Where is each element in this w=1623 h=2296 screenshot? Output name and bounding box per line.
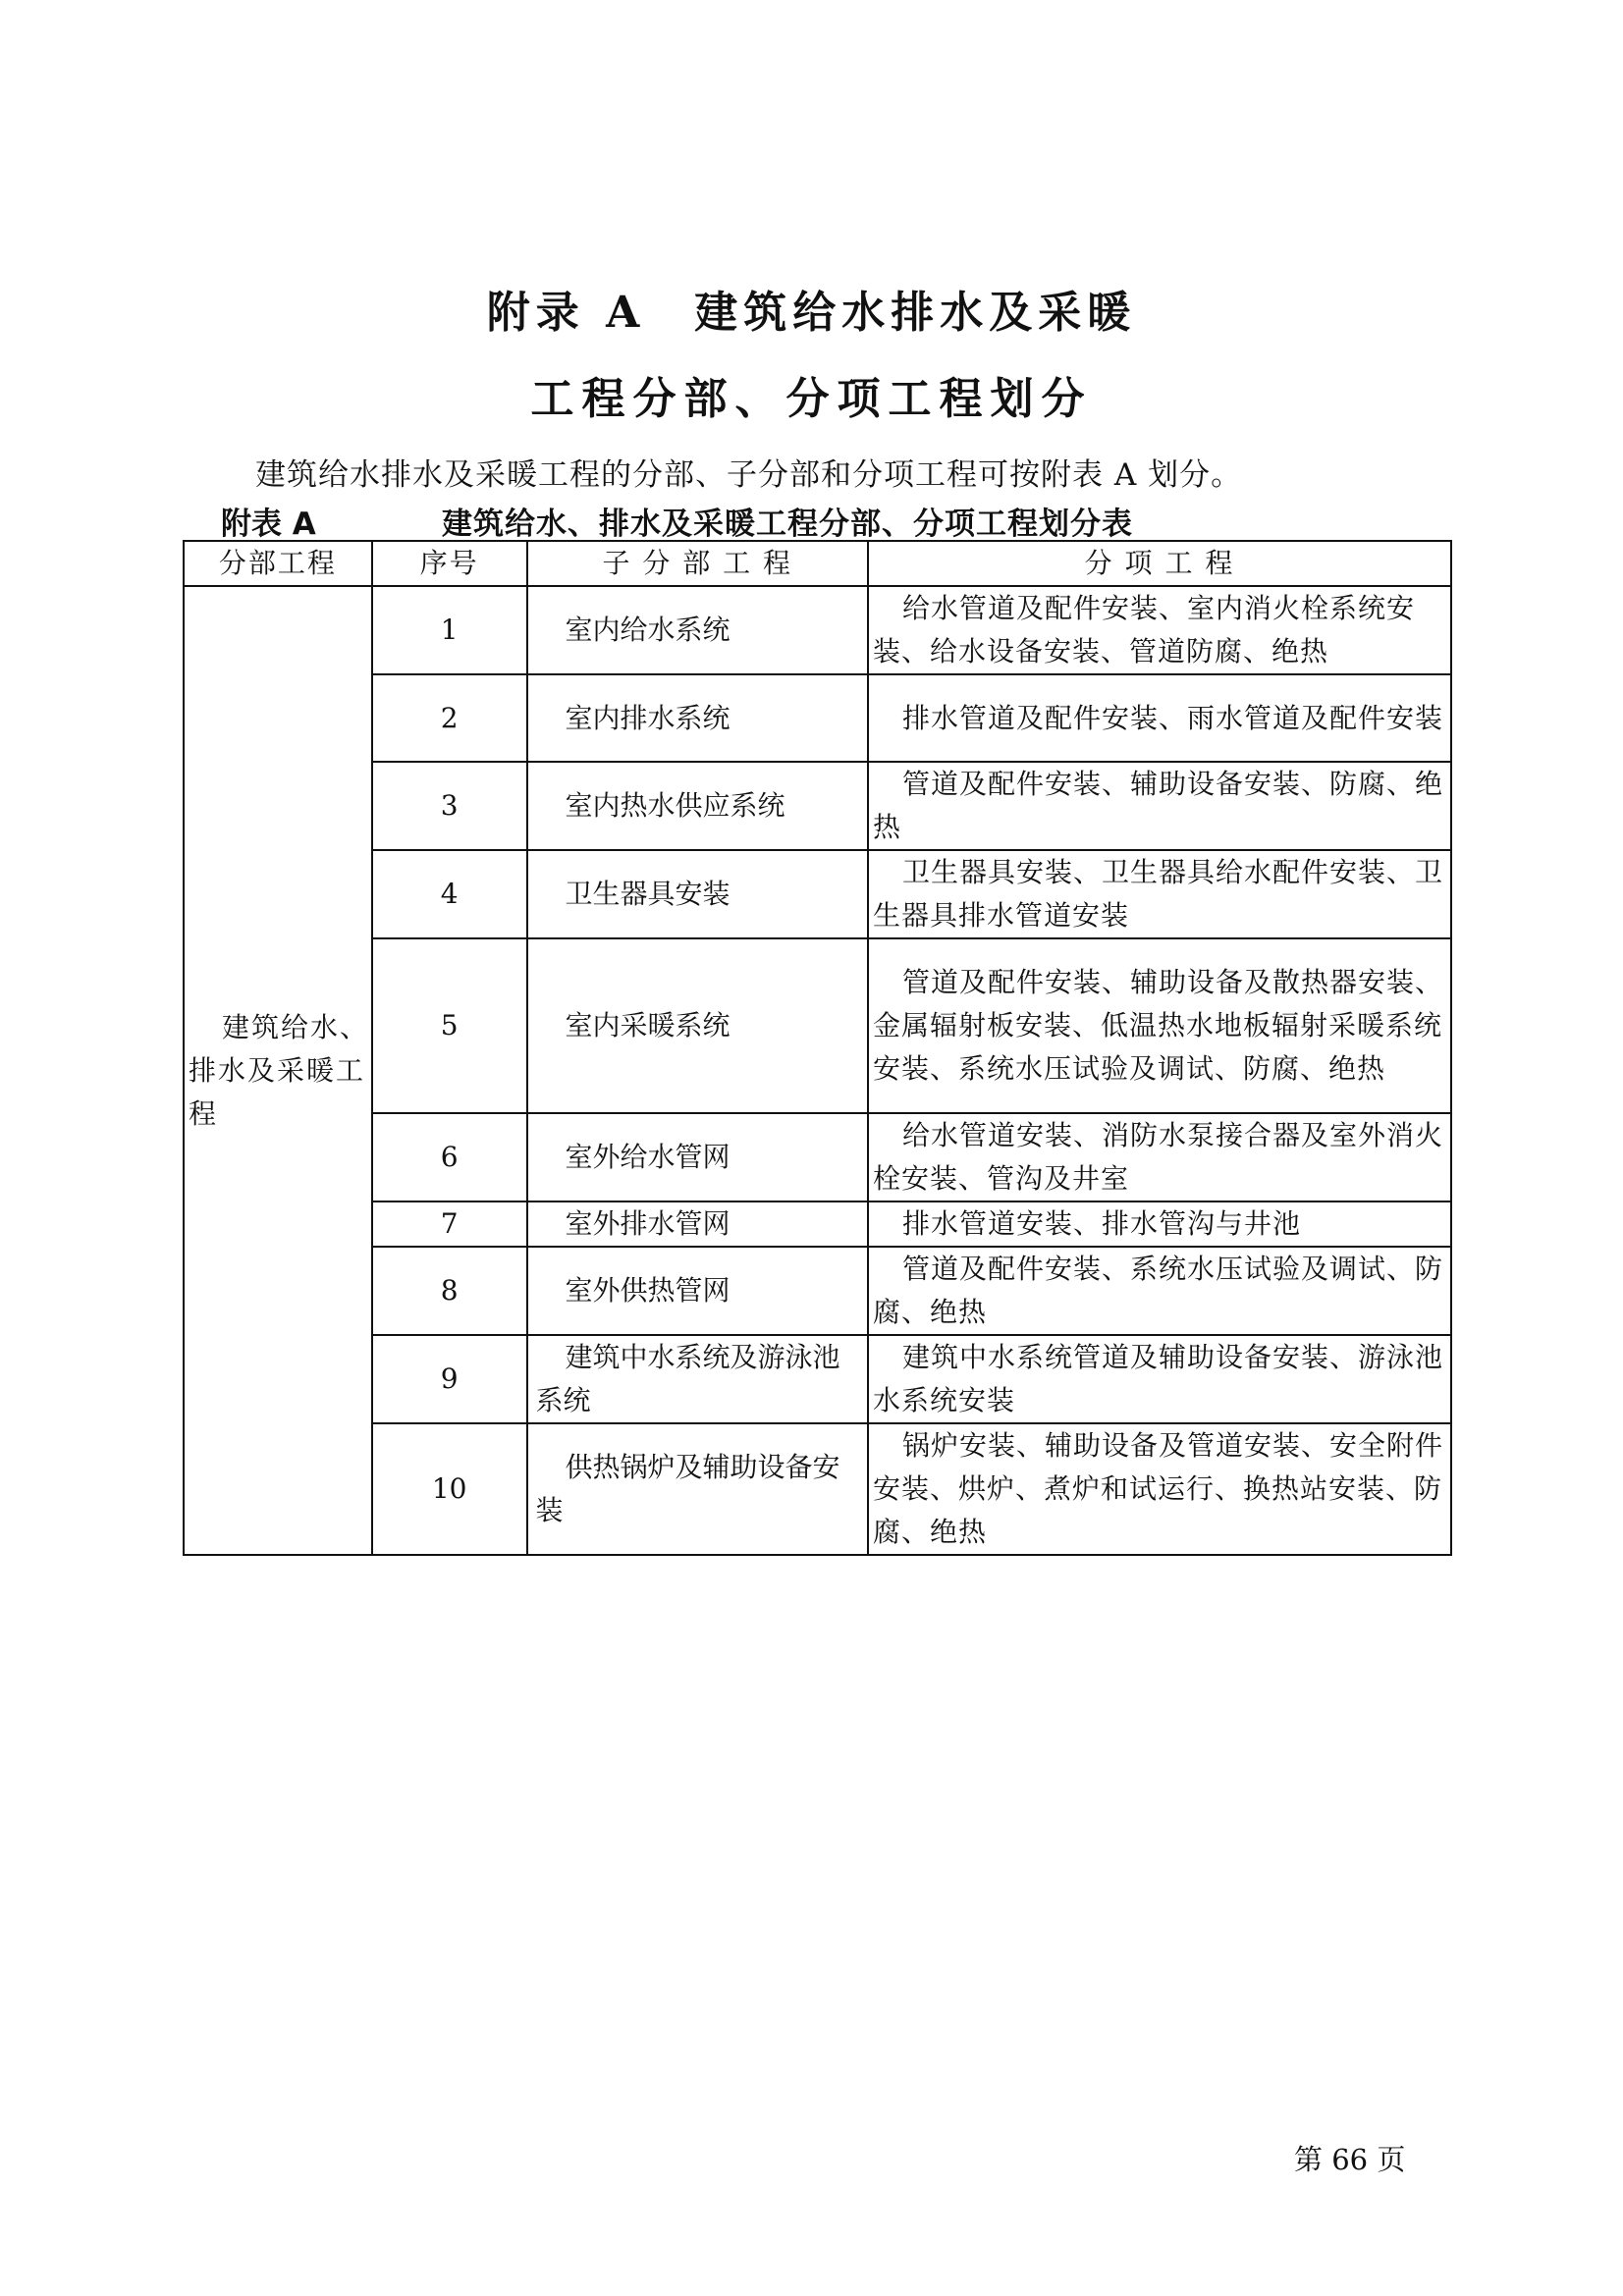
appendix-subtitle: 工程分部、分项工程划分 [530, 374, 1093, 424]
items-cell: 管道及配件安装、系统水压试验及调试、防腐、绝热 [868, 1247, 1451, 1335]
division-name-cell: 建筑给水、排水及采暖工程 [184, 586, 372, 1555]
row-number: 7 [372, 1201, 527, 1247]
table-header-row [184, 541, 1451, 586]
items-cell: 给水管道及配件安装、室内消火栓系统安装、给水设备安装、管道防腐、绝热 [868, 586, 1451, 674]
table-caption-number: 附表 A [221, 507, 316, 542]
subdivision-cell: 室外排水管网 [527, 1201, 868, 1247]
items-cell: 锅炉安装、辅助设备及管道安装、安全附件安装、烘炉、煮炉和试运行、换热站安装、防腐、绝热 [868, 1423, 1451, 1555]
row-number: 1 [372, 586, 527, 674]
intro-paragraph: 建筑给水排水及采暖工程的分部、子分部和分项工程可按附表 A 划分。 [255, 457, 1243, 493]
row-number: 4 [372, 850, 527, 938]
row-number: 6 [372, 1113, 527, 1201]
table-row [184, 938, 1451, 1113]
table-row [184, 762, 1451, 850]
items-cell: 建筑中水系统管道及辅助设备安装、游泳池水系统安装 [868, 1335, 1451, 1423]
subdivision-cell: 室外供热管网 [527, 1247, 868, 1335]
page-number: 第 66 页 [1294, 2143, 1406, 2176]
table-row [184, 1247, 1451, 1335]
table-row [184, 850, 1451, 938]
items-cell: 卫生器具安装、卫生器具给水配件安装、卫生器具排水管道安装 [868, 850, 1451, 938]
row-number: 2 [372, 674, 527, 762]
row-number: 3 [372, 762, 527, 850]
appendix-title: 附录 A 建筑给水排水及采暖 [486, 288, 1137, 338]
header-division: 分部工程 [184, 541, 372, 586]
table-row [184, 1423, 1451, 1555]
items-cell: 给水管道安装、消防水泵接合器及室外消火栓安装、管沟及井室 [868, 1113, 1451, 1201]
table-row [184, 1335, 1451, 1423]
items-cell: 管道及配件安装、辅助设备及散热器安装、金属辐射板安装、低温热水地板辐射采暖系统安装、系统水压试验及调试、防腐、绝热 [868, 938, 1451, 1113]
subdivision-cell: 建筑中水系统及游泳池系统 [527, 1335, 868, 1423]
table-row [184, 1201, 1451, 1247]
table-row [184, 1113, 1451, 1201]
division-table [183, 540, 1452, 1556]
subdivision-cell: 室外给水管网 [527, 1113, 868, 1201]
header-items: 分 项 工 程 [868, 541, 1451, 586]
subdivision-cell: 供热锅炉及辅助设备安装 [527, 1423, 868, 1555]
items-cell: 管道及配件安装、辅助设备安装、防腐、绝热 [868, 762, 1451, 850]
row-number: 10 [372, 1423, 527, 1555]
header-subdivision: 子 分 部 工 程 [527, 541, 868, 586]
subdivision-cell: 室内热水供应系统 [527, 762, 868, 850]
items-cell: 排水管道及配件安装、雨水管道及配件安装 [868, 674, 1451, 762]
subdivision-cell: 室内采暖系统 [527, 938, 868, 1113]
table-caption-title: 建筑给水、排水及采暖工程分部、分项工程划分表 [442, 507, 1133, 542]
table-row [184, 586, 1451, 674]
items-cell: 排水管道安装、排水管沟与井池 [868, 1201, 1451, 1247]
subdivision-cell: 室内给水系统 [527, 586, 868, 674]
subdivision-cell: 室内排水系统 [527, 674, 868, 762]
row-number: 8 [372, 1247, 527, 1335]
table-row [184, 674, 1451, 762]
row-number: 9 [372, 1335, 527, 1423]
subdivision-cell: 卫生器具安装 [527, 850, 868, 938]
row-number: 5 [372, 938, 527, 1113]
header-number: 序号 [372, 541, 527, 586]
